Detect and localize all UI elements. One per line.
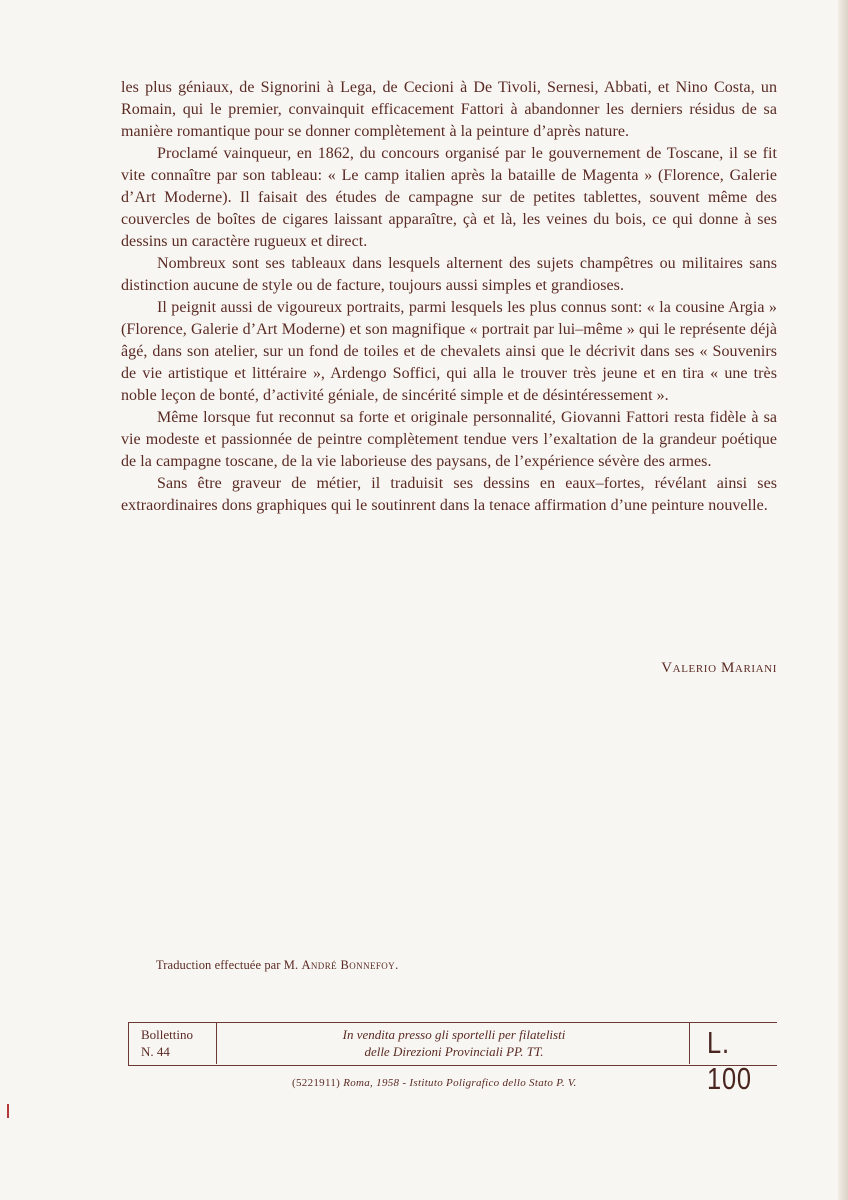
print-code: (5221911) — [292, 1077, 341, 1089]
printer-imprint — [292, 1077, 577, 1089]
translation-prefix: Traduction effectuée par M. — [156, 958, 299, 972]
translator-name: André Bonnefoy. — [301, 958, 399, 972]
price-label: L. 100 — [707, 1025, 752, 1096]
sale-notice-line: delle Direzioni Provinciali PP. TT. — [364, 1044, 544, 1059]
print-place-year: Roma, 1958 — [343, 1077, 400, 1089]
paragraph: Il peignit aussi de vigoureux portraits, parmi lesquels les plus connus sont: « la cousine Argia » (Florence, Galerie d’Art Moderne) et son magnifique « portrait par lui–même » qui le représente déjà âgé, dans son atelier, sur un fond de toiles et de chevalets ainsi que le décrivit dans ses « Souvenirs de vie artistique et littéraire », Ardengo Soffici, qui alla le trouver très jeune et en tira « une très noble leçon de bonté, d’activité géniale, de sincérité simple et de désintéressement ». — [121, 299, 777, 404]
sale-notice-cell — [219, 1023, 689, 1064]
sale-notice-line: In vendita presso gli sportelli per filatelisti — [342, 1027, 566, 1042]
article-body — [121, 77, 777, 517]
paragraph: Nombreux sont ses tableaux dans lesquels alternent des sujets champêtres ou militaires sans distinction aucune de style ou de facture, toujours aussi simples et grandioses. — [121, 255, 777, 294]
translation-credit — [156, 958, 399, 973]
paragraph: Proclamé vainqueur, en 1862, du concours organisé par le gouvernement de Toscane, il se fit vite connaître par son tableau: « Le camp italien après la bataille de Magenta » (Florence, Galerie d’Art Moderne). Il faisait des études de campagne sur de petites tablettes, souvent même des couvercles de boîtes de cigares laissant apparaître, çà et là, les veines du bois, ce qui donne à ses dessins un caractère rugueux et direct. — [121, 145, 777, 250]
paragraph: les plus géniaux, de Signorini à Lega, de Cecioni à De Tivoli, Sernesi, Abbati, et Nino Costa, un Romain, qui le premier, convainquit efficacement Fattori à abandonner les derniers résidus de sa manière romantique pour se donner complètement à la peinture d’après nature. — [121, 79, 777, 140]
print-publisher: - Istituto Poligrafico dello Stato P. V. — [402, 1077, 577, 1089]
margin-mark — [7, 1104, 9, 1118]
price-divider — [689, 1023, 690, 1064]
bulletin-label: Bollettino — [141, 1027, 193, 1042]
author-signature: Valerio Mariani — [661, 660, 777, 676]
paragraph: Sans être graveur de métier, il traduisit ses dessins en eaux–fortes, révélant ainsi ses extraordinaires dons graphiques qui le soutinrent dans la tenace affirmation d’une peinture nouvelle. — [121, 475, 777, 514]
page-edge — [838, 0, 848, 1200]
bulletin-cell — [129, 1023, 217, 1064]
paragraph: Même lorsque fut reconnut sa forte et originale personnalité, Giovanni Fattori resta fidèle à sa vie modeste et passionnée de peintre complètement tendue vers l’exaltation de la grandeur poétique de la campagne toscane, de la vie laborieuse des paysans, de l’expérience sévère des armes. — [121, 409, 777, 470]
bulletin-number: N. 44 — [141, 1044, 170, 1059]
